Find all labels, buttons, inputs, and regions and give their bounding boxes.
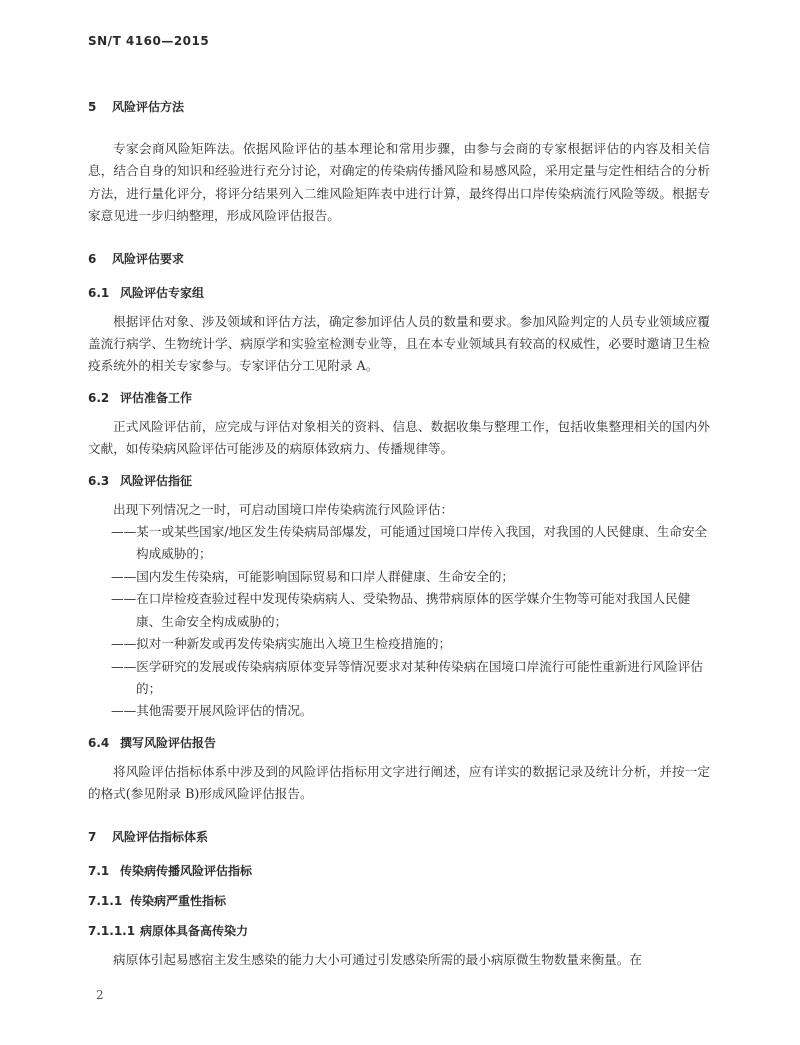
section-number: 7 xyxy=(88,829,97,844)
section-title: 评估准备工作 xyxy=(120,390,193,405)
section-number: 7.1 xyxy=(88,863,110,878)
page-number: 2 xyxy=(96,988,104,1002)
section-number: 6.2 xyxy=(88,390,110,405)
section-6-3-heading xyxy=(88,472,710,490)
section-5-paragraph: 专家会商风险矩阵法。依据风险评估的基本理论和常用步骤，由参与会商的专家根据评估的内容及相关信息，结合自身的知识和经验进行充分讨论，对确定的传染病传播风险和易感风险，采用定量与定性相结合的分析方法，进行量化评分，将评分结果列入二维风险矩阵表中进行计算，最终得出口岸传染病流行风险等级。根据专家意见进一步归纳整理，形成风险评估报告。 xyxy=(88,141,710,224)
section-6-2-paragraph: 正式风险评估前，应完成与评估对象相关的资料、信息、数据收集与整理工作，包括收集整理相关的国内外文献，如传染病风险评估可能涉及的病原体致病力、传播规律等。 xyxy=(88,418,710,457)
section-7-1-1-1-paragraph: 病原体引起易感宿主发生感染的能力大小可通过引发感染所需的最小病原微生物数量来衡量。在 xyxy=(113,951,642,967)
list-item: ——拟对一种新发或再发传染病实施出入境卫生检疫措施的； xyxy=(111,636,452,652)
list-item: ——某一或某些国家/地区发生传染病局部爆发，可能通过国境口岸传入我国，对我国的人民健康、生命安全构成威胁的； xyxy=(111,524,708,562)
list-item: ——医学研究的发展或传染病病原体变异等情况要求对某种传染病在国境口岸流行可能性重新进行风险评估的； xyxy=(111,658,703,696)
section-number: 6.4 xyxy=(88,735,110,750)
section-7-1-heading xyxy=(88,862,710,880)
list-item: ——在口岸检疫查验过程中发现传染病病人、受染物品、携带病原体的医学媒介生物等可能对我国人民健康、生命安全构成威胁的； xyxy=(111,591,691,629)
section-title: 风险评估要求 xyxy=(112,251,185,266)
section-6-1-heading xyxy=(88,284,710,302)
section-5-heading xyxy=(88,98,710,116)
section-7-1-1-heading xyxy=(88,892,710,910)
section-title: 传染病传播风险评估指标 xyxy=(120,863,253,878)
section-title: 风险评估方法 xyxy=(112,100,185,114)
section-number: 7.1.1.1 xyxy=(88,923,136,938)
section-title: 病原体具备高传染力 xyxy=(140,923,249,938)
section-number: 7.1.1 xyxy=(88,893,123,908)
section-6-2-heading xyxy=(88,389,710,407)
indication-list xyxy=(88,521,710,723)
list-item: ——国内发生传染病，可能影响国际贸易和口岸人群健康、生命安全的； xyxy=(111,568,514,584)
section-6-4-paragraph: 将风险评估指标体系中涉及到的风险评估指标用文字进行阐述，应有详实的数据记录及统计分析，并按一定的格式(参见附录 B)形成风险评估报告。 xyxy=(88,763,710,802)
section-7-heading xyxy=(88,828,710,846)
document-body xyxy=(88,98,710,971)
section-7-1-1-1-heading xyxy=(88,922,710,940)
list-item: ——其他需要开展风险评估的情况。 xyxy=(111,703,313,719)
section-title: 风险评估专家组 xyxy=(120,285,205,300)
section-6-heading xyxy=(88,250,710,268)
section-title: 撰写风险评估报告 xyxy=(120,735,217,750)
section-6-4-heading xyxy=(88,734,710,752)
section-number: 6.1 xyxy=(88,285,110,300)
section-title: 风险评估指标体系 xyxy=(112,829,209,844)
section-number: 6.3 xyxy=(88,473,110,488)
section-number: 6 xyxy=(88,251,97,266)
section-6-1-paragraph: 根据评估对象、涉及领域和评估方法，确定参加评估人员的数量和要求。参加风险判定的人员专业领域应覆盖流行病学、生物统计学、病原学和实验室检测专业等，且在本专业领域具有较高的权威性，必要时邀请卫生检疫系统外的相关专家参与。专家评估分工见附录 A。 xyxy=(88,313,710,374)
document-code: SN/T 4160—2015 xyxy=(88,34,210,48)
section-6-3-intro: 出现下列情况之一时，可启动国境口岸传染病流行风险评估： xyxy=(113,501,454,517)
section-number: 5 xyxy=(88,100,97,114)
section-title: 风险评估指征 xyxy=(120,473,193,488)
section-title: 传染病严重性指标 xyxy=(130,893,227,908)
